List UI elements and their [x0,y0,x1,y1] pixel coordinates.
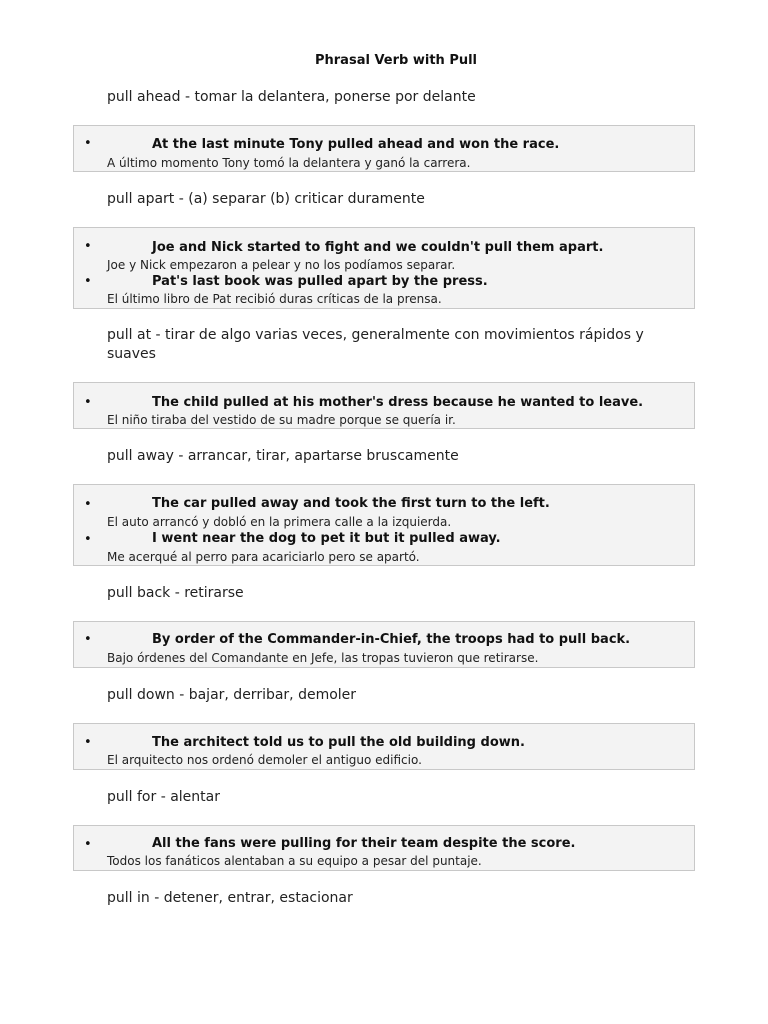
example-english: The architect told us to pull the old building down. [152,735,525,750]
example-spanish: Joe y Nick empezaron a pelear y no los podíamos separar. [107,258,456,272]
verb-definition: pull back - retirarse [107,585,244,601]
example-box [73,621,695,668]
example-box [73,825,695,871]
example-spanish: El último libro de Pat recibió duras críticas de la prensa. [107,292,442,306]
bullet-icon: • [84,274,92,289]
bullet-icon: • [84,239,92,254]
example-english: By order of the Commander-in-Chief, the troops had to pull back. [152,632,631,647]
example-english: The child pulled at his mother's dress because he wanted to leave. [152,395,644,410]
example-spanish: A último momento Tony tomó la delantera y ganó la carrera. [107,156,471,170]
example-spanish: El auto arrancó y dobló en la primera calle a la izquierda. [107,515,452,529]
example-english: Joe and Nick started to fight and we couldn't pull them apart. [152,240,604,255]
example-spanish: El niño tiraba del vestido de su madre porque se quería ir. [107,413,456,427]
verb-definition: pull for - alentar [107,789,220,805]
example-spanish: Bajo órdenes del Comandante en Jefe, las tropas tuvieron que retirarse. [107,651,539,665]
example-english: I went near the dog to pet it but it pulled away. [152,531,501,546]
verb-definition: pull at - tirar de algo varias veces, generalmente con movimientos rápidos y suaves [107,327,644,362]
example-box [73,723,695,770]
bullet-icon: • [84,395,92,410]
document-title: Phrasal Verb with Pull [314,53,478,68]
example-spanish: El arquitecto nos ordenó demoler el antiguo edificio. [107,753,422,767]
bullet-icon: • [84,632,92,647]
example-english: Pat's last book was pulled apart by the press. [152,274,488,289]
bullet-icon: • [84,497,92,512]
example-spanish: Me acerqué al perro para acariciarlo pero se apartó. [107,550,420,564]
verb-definition: pull down - bajar, derribar, demoler [107,687,357,703]
example-box [73,382,695,429]
example-box [73,227,695,309]
verb-definition: pull in - detener, entrar, estacionar [107,890,353,906]
verb-definition: pull ahead - tomar la delantera, ponerse por delante [107,89,476,105]
example-english: At the last minute Tony pulled ahead and won the race. [152,137,560,152]
bullet-icon: • [84,837,92,852]
example-spanish: Todos los fanáticos alentaban a su equipo a pesar del puntaje. [107,854,482,868]
verb-definition: pull apart - (a) separar (b) criticar duramente [107,191,425,207]
verb-definition: pull away - arrancar, tirar, apartarse bruscamente [107,448,459,464]
bullet-icon: • [84,532,92,547]
example-box [73,125,695,172]
example-english: All the fans were pulling for their team despite the score. [152,836,576,851]
example-english: The car pulled away and took the first turn to the left. [152,496,550,511]
bullet-icon: • [84,735,92,750]
example-box [73,484,695,566]
bullet-icon: • [84,136,92,151]
